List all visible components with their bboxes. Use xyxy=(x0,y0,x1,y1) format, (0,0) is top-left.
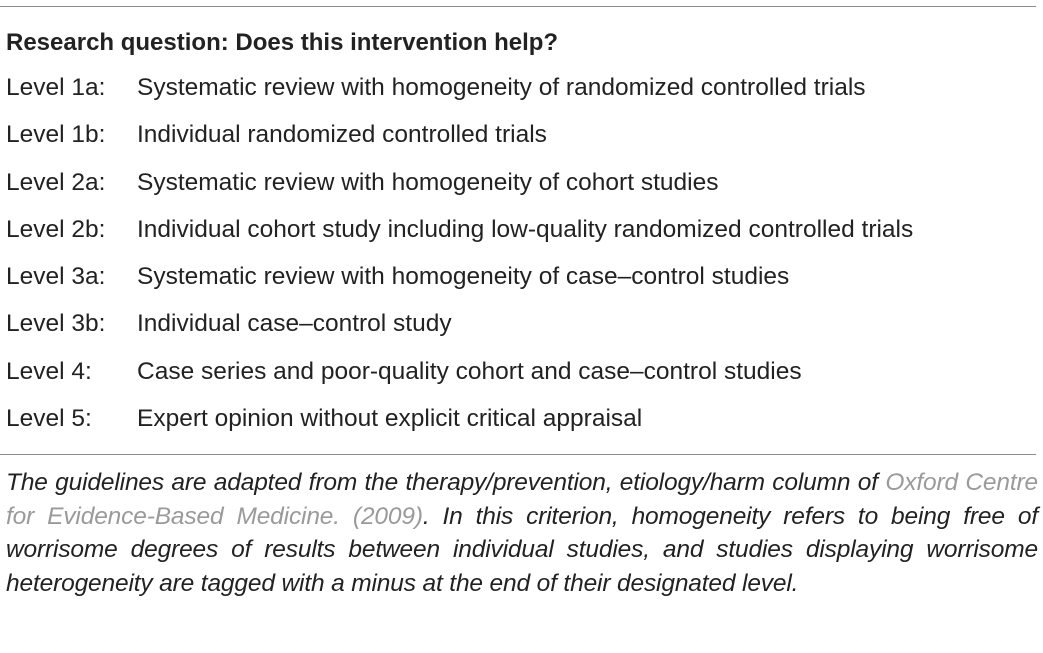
level-description: Systematic review with homogeneity of cohort studies xyxy=(137,168,719,196)
level-label: Level 4: xyxy=(6,357,92,385)
level-label: Level 2b: xyxy=(6,215,106,243)
level-description: Individual randomized controlled trials xyxy=(137,121,547,149)
level-label: Level 3a: xyxy=(6,263,106,291)
level-label: Level 2a: xyxy=(6,168,106,196)
level-label: Level 3b: xyxy=(6,310,106,338)
level-label: Level 1b: xyxy=(6,121,106,149)
level-label: Level 5: xyxy=(6,405,92,433)
table-footer-rule xyxy=(0,454,1036,455)
footnote-text-before: The guidelines are adapted from the therapy/prevention, etiology/harm column of xyxy=(6,469,886,496)
level-description: Case series and poor-quality cohort and case–control studies xyxy=(137,357,802,385)
table-top-rule xyxy=(0,6,1036,7)
table-footnote xyxy=(6,466,1038,600)
footnote-text-after: . In this criterion, homogeneity refers to being free of worrisome degrees of results between individual studies, and studies displaying worrisome heterogeneity are tagged with a minus at the end of their designated level. xyxy=(6,502,1038,597)
level-description: Individual cohort study including low-quality randomized controlled trials xyxy=(137,215,914,243)
table-heading: Research question: Does this intervention help? xyxy=(6,29,559,56)
level-description: Systematic review with homogeneity of randomized controlled trials xyxy=(137,74,866,101)
reference-link[interactable]: Oxford Centre for Evidence-Based Medicine. (2009) xyxy=(6,469,1038,530)
level-label: Level 1a: xyxy=(6,74,106,101)
level-description: Expert opinion without explicit critical appraisal xyxy=(137,405,643,433)
level-description: Systematic review with homogeneity of case–control studies xyxy=(137,263,790,291)
level-description: Individual case–control study xyxy=(137,310,452,338)
